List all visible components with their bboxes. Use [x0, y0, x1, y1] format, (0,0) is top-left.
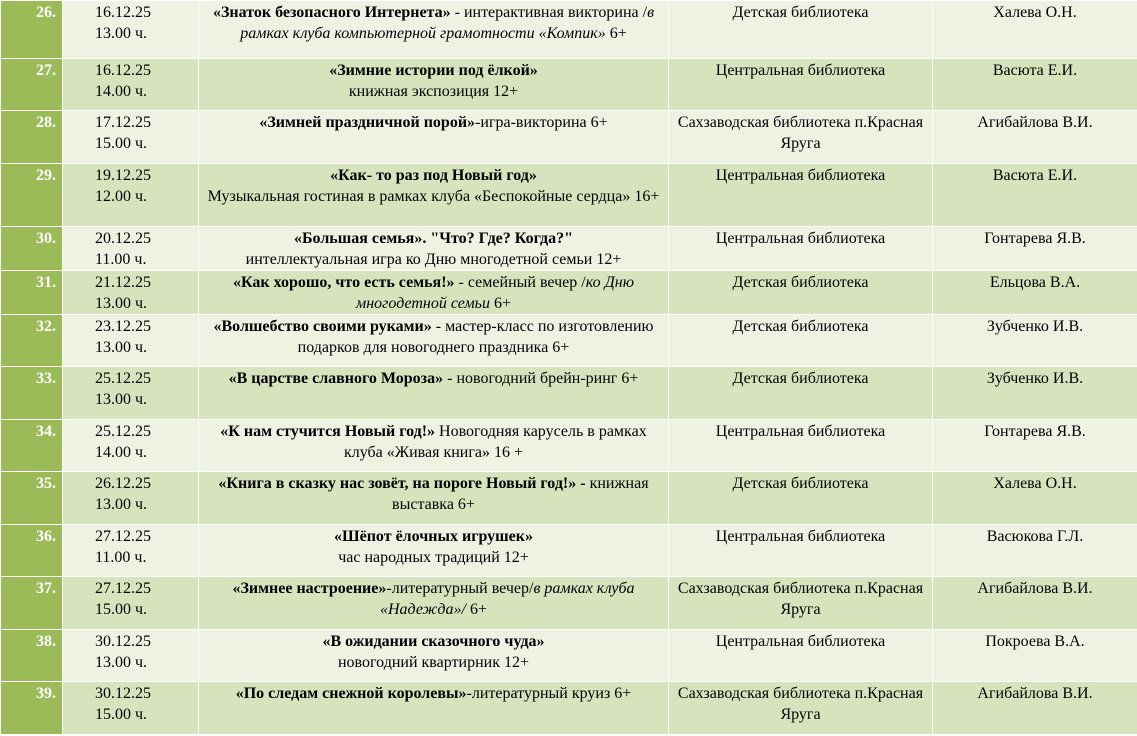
event-detail: - новогодний брейн-ринг 6+	[443, 370, 639, 387]
responsible-person: Ельцова В.А.	[933, 271, 1137, 315]
row-number: 28.	[1, 111, 63, 164]
event-detail: 6+	[605, 24, 627, 42]
event-date: 25.12.25	[95, 423, 151, 440]
event-location: Центральная библиотека	[669, 164, 933, 227]
event-description	[199, 682, 669, 735]
table-row	[1, 577, 1137, 630]
event-time: 13.00 ч.	[95, 495, 148, 513]
event-location: Центральная библиотека	[669, 420, 933, 472]
table-row	[1, 111, 1137, 164]
event-detail: новогодний квартирник 12+	[337, 653, 530, 671]
event-date: 19.12.25	[95, 167, 151, 184]
event-club-note: ко Дню многодетной семьи	[356, 274, 634, 312]
event-date: 26.12.25	[95, 475, 151, 492]
date-time-cell	[63, 111, 199, 164]
date-time-cell	[63, 577, 199, 630]
event-title: «В ожидании сказочного чуда»	[322, 633, 545, 650]
table-row	[1, 682, 1137, 735]
responsible-person: Агибайлова В.И.	[933, 111, 1137, 164]
event-time: 13.00 ч.	[95, 338, 148, 356]
table-row	[1, 227, 1137, 271]
row-number: 34.	[1, 420, 63, 472]
event-time: 15.00 ч.	[95, 705, 148, 723]
event-title: «По следам снежной королевы»	[235, 685, 467, 702]
event-location: Сахзаводская библиотека п.Красная Яруга	[669, 682, 933, 735]
table-row	[1, 164, 1137, 227]
date-time-cell	[63, 420, 199, 472]
responsible-person: Васюкова Г.Л.	[933, 525, 1137, 577]
event-location: Детская библиотека	[669, 1, 933, 59]
event-location: Сахзаводская библиотека п.Красная Яруга	[669, 577, 933, 630]
date-time-cell	[63, 315, 199, 367]
event-description	[199, 271, 669, 315]
row-number: 35.	[1, 472, 63, 525]
event-description	[199, 315, 669, 367]
event-time: 13.00 ч.	[95, 390, 148, 408]
event-description	[199, 367, 669, 420]
event-detail: 6+	[465, 600, 487, 618]
responsible-person: Халева О.Н.	[933, 1, 1137, 59]
event-detail: - семейный вечер /	[454, 274, 586, 291]
event-date: 16.12.25	[95, 62, 151, 79]
event-detail: 6+	[489, 294, 511, 312]
event-location: Центральная библиотека	[669, 525, 933, 577]
date-time-cell	[63, 472, 199, 525]
event-detail: Новогодняя карусель в рамках клуба «Живая книга» 16 +	[343, 423, 647, 461]
responsible-person: Васюта Е.И.	[933, 59, 1137, 111]
event-location: Детская библиотека	[669, 271, 933, 315]
event-detail: книжная экспозиция 12+	[348, 82, 519, 100]
event-detail: - мастер-класс по изготовлению подарков для новогоднего праздника 6+	[297, 318, 654, 356]
date-time-cell	[63, 271, 199, 315]
row-number: 27.	[1, 59, 63, 111]
event-time: 13.00 ч.	[95, 294, 148, 312]
row-number: 32.	[1, 315, 63, 367]
responsible-person: Агибайлова В.И.	[933, 682, 1137, 735]
date-time-cell	[63, 630, 199, 682]
row-number: 38.	[1, 630, 63, 682]
row-number: 31.	[1, 271, 63, 315]
event-description	[199, 227, 669, 271]
event-club-note: в рамках клуба «Надежда»/	[380, 580, 635, 618]
event-date: 17.12.25	[95, 114, 151, 131]
responsible-person: Агибайлова В.И.	[933, 577, 1137, 630]
event-description	[199, 111, 669, 164]
date-time-cell	[63, 227, 199, 271]
table-row	[1, 1, 1137, 59]
table-row	[1, 367, 1137, 420]
event-location: Центральная библиотека	[669, 227, 933, 271]
event-time: 12.00 ч.	[95, 187, 148, 205]
event-time: 14.00 ч.	[95, 82, 148, 100]
event-title: «Знаток безопасного Интернета»	[212, 4, 451, 21]
event-location: Центральная библиотека	[669, 630, 933, 682]
responsible-person: Халева О.Н.	[933, 472, 1137, 525]
table-row	[1, 271, 1137, 315]
table-row	[1, 59, 1137, 111]
event-description	[199, 164, 669, 227]
table-row	[1, 525, 1137, 577]
row-number: 37.	[1, 577, 63, 630]
event-date: 20.12.25	[95, 230, 151, 247]
event-date: 23.12.25	[95, 318, 151, 335]
event-description	[199, 59, 669, 111]
event-date: 30.12.25	[95, 685, 151, 702]
event-time: 13.00 ч.	[95, 653, 148, 671]
event-description	[199, 1, 669, 59]
row-number: 29.	[1, 164, 63, 227]
event-date: 21.12.25	[95, 274, 151, 291]
event-time: 11.00 ч.	[95, 548, 147, 566]
event-title: «Зимние истории под ёлкой»	[329, 62, 538, 79]
event-description	[199, 630, 669, 682]
responsible-person: Покроева В.А.	[933, 630, 1137, 682]
date-time-cell	[63, 1, 199, 59]
date-time-cell	[63, 682, 199, 735]
event-time: 15.00 ч.	[95, 134, 148, 152]
event-date: 27.12.25	[95, 580, 151, 597]
event-description	[199, 577, 669, 630]
event-time: 15.00 ч.	[95, 600, 148, 618]
responsible-person: Гонтарева Я.В.	[933, 227, 1137, 271]
event-date: 16.12.25	[95, 4, 151, 21]
date-time-cell	[63, 367, 199, 420]
event-detail: книжная выставка 6+	[392, 475, 649, 513]
row-number: 30.	[1, 227, 63, 271]
event-location: Детская библиотека	[669, 367, 933, 420]
event-location: Детская библиотека	[669, 315, 933, 367]
table-row	[1, 315, 1137, 367]
responsible-person: Зубченко И.В.	[933, 315, 1137, 367]
event-date: 27.12.25	[95, 528, 151, 545]
event-detail: -игра-викторина 6+	[475, 114, 608, 131]
event-detail: - интерактивная викторина /	[450, 4, 648, 21]
event-time: 11.00 ч.	[95, 250, 147, 268]
event-detail: -литературный вечер/	[386, 580, 534, 597]
date-time-cell	[63, 59, 199, 111]
date-time-cell	[63, 164, 199, 227]
event-title: «Как- то раз под Новый год»	[330, 167, 537, 184]
row-number: 26.	[1, 1, 63, 59]
event-detail: час народных традиций 12+	[338, 548, 529, 566]
responsible-person: Гонтарева Я.В.	[933, 420, 1137, 472]
event-detail: Музыкальная гостиная в рамках клуба «Беспокойные сердца» 16+	[207, 187, 660, 205]
event-time: 13.00 ч.	[95, 24, 148, 42]
event-title: «Большая семья». "Что? Где? Когда?"	[293, 230, 574, 247]
event-description	[199, 472, 669, 525]
table-row	[1, 630, 1137, 682]
event-description	[199, 525, 669, 577]
responsible-person: Зубченко И.В.	[933, 367, 1137, 420]
event-title: «Зимнее настроение»	[232, 580, 387, 597]
event-detail: интеллектуальная игра ко Дню многодетной семьи 12+	[245, 250, 622, 268]
event-date: 30.12.25	[95, 633, 151, 650]
event-title: «Книга в сказку нас зовёт, на пороге Новый год!» -	[218, 475, 586, 492]
event-title: «Волшебство своими руками»	[213, 318, 432, 335]
event-description	[199, 420, 669, 472]
row-number: 33.	[1, 367, 63, 420]
event-date: 25.12.25	[95, 370, 151, 387]
event-title: «Зимней праздничной порой»	[259, 114, 476, 131]
event-club-note: в рамках клуба компьютерной грамотности «Компик»	[240, 4, 655, 42]
event-title: «Шёпот ёлочных игрушек»	[334, 528, 533, 545]
row-number: 36.	[1, 525, 63, 577]
event-detail: -литературный круиз 6+	[466, 685, 632, 702]
event-time: 14.00 ч.	[95, 443, 148, 461]
event-location: Центральная библиотека	[669, 59, 933, 111]
responsible-person: Васюта Е.И.	[933, 164, 1137, 227]
date-time-cell	[63, 525, 199, 577]
table-row	[1, 420, 1137, 472]
event-location: Сахзаводская библиотека п.Красная Яруга	[669, 111, 933, 164]
table-row	[1, 472, 1137, 525]
event-title: «В царстве славного Мороза»	[228, 370, 444, 387]
event-title: «К нам стучится Новый год!»	[220, 423, 436, 440]
events-table-body	[1, 1, 1137, 735]
event-title: «Как хорошо, что есть семья!»	[233, 274, 455, 291]
event-location: Детская библиотека	[669, 472, 933, 525]
row-number: 39.	[1, 682, 63, 735]
